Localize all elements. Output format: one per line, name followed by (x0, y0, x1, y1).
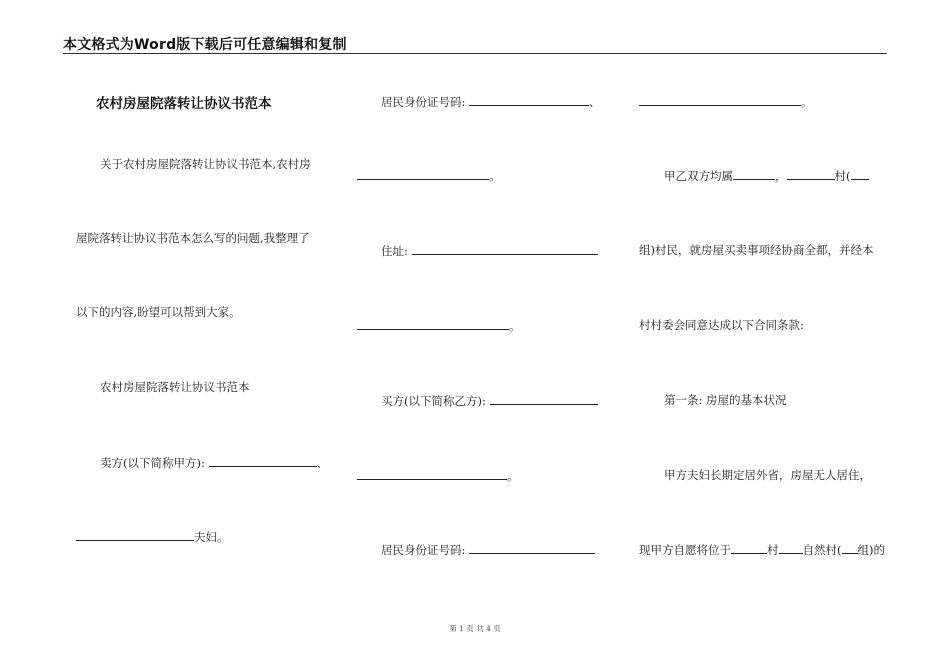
group-text: 组)的 (857, 543, 885, 557)
natural-village-blank (779, 542, 803, 554)
seller-line (100, 455, 328, 470)
seller-id-continued-line (357, 168, 501, 183)
village-blank (731, 542, 767, 554)
buyer-line (381, 393, 598, 408)
seller-id-blank (469, 94, 589, 106)
seller-separator: 、 (316, 456, 329, 470)
section-subtitle: 农村房屋院落转让协议书范本 (100, 380, 250, 394)
buyer-continued-line (357, 468, 519, 483)
address-continued-blank (357, 318, 509, 330)
address-label: 住址: (381, 244, 412, 258)
header-divider (63, 53, 887, 54)
parties-line (664, 168, 869, 183)
id-label: 居民身份证号码: (381, 95, 470, 109)
period: 。 (801, 95, 813, 109)
document-title: 农村房屋院落转让协议书范本 (96, 96, 272, 112)
document-header: 本文格式为Word版下载后可任意编辑和复制 (63, 37, 347, 53)
id-label: 居民身份证号码: (381, 543, 470, 557)
clause-1-heading: 第一条: 房屋的基本状况 (664, 393, 787, 407)
period: 。 (489, 169, 501, 183)
seller-id-line (381, 94, 601, 109)
period: 。 (507, 469, 519, 483)
clause-1-line-2 (639, 542, 885, 557)
buyer-label: 买方(以下简称乙方): (381, 394, 490, 408)
seller-label: 卖方(以下简称甲方): (100, 456, 209, 470)
buyer-id-blank (469, 542, 595, 554)
id-continued-blank (639, 94, 801, 106)
buyer-continued-blank (357, 468, 507, 480)
seller-address-blank (412, 243, 598, 255)
intro-line-1: 关于农村房屋院落转让协议书范本,农村房 (100, 157, 311, 171)
parties-line-3: 村村委会同意达成以下合同条款: (639, 318, 804, 332)
spouse-name-blank (76, 529, 194, 541)
parties-text: 甲乙双方均属 (664, 169, 733, 183)
parties-line-2: 组)村民，就房屋买卖事项经协商全都，并经本 (639, 243, 874, 257)
village-text: 村( (834, 169, 851, 183)
address-continued-line (357, 318, 521, 333)
natural-village-text: 自然村( (802, 543, 842, 557)
id-separator: 、 (589, 95, 601, 109)
intro-line-2: 屋院落转让协议书范本怎么写的问题,我整理了 (76, 231, 310, 245)
buyer-id-line (381, 542, 595, 557)
village-text: 村 (767, 543, 779, 557)
group-blank (842, 542, 858, 554)
buyer-name-blank (490, 393, 598, 405)
clause-1-line-1: 甲方夫妇长期定居外省，房屋无人居住， (664, 468, 871, 482)
location-text: 现甲方自愿将位于 (639, 543, 731, 557)
col3-top-line (639, 94, 813, 109)
township-blank (733, 168, 775, 180)
seller-name-blank (209, 455, 317, 467)
seller-address-line (381, 243, 598, 258)
comma: ， (775, 169, 787, 183)
intro-line-3: 以下的内容,盼望可以帮到大家。 (76, 305, 241, 319)
spouse-id-blank (357, 168, 489, 180)
village-blank (787, 168, 835, 180)
group-blank (851, 168, 869, 180)
page-number: 第 1 页 共 4 页 (449, 624, 501, 633)
period: 。 (509, 319, 521, 333)
couple-line (76, 529, 229, 544)
couple-suffix: 夫妇。 (194, 530, 229, 544)
